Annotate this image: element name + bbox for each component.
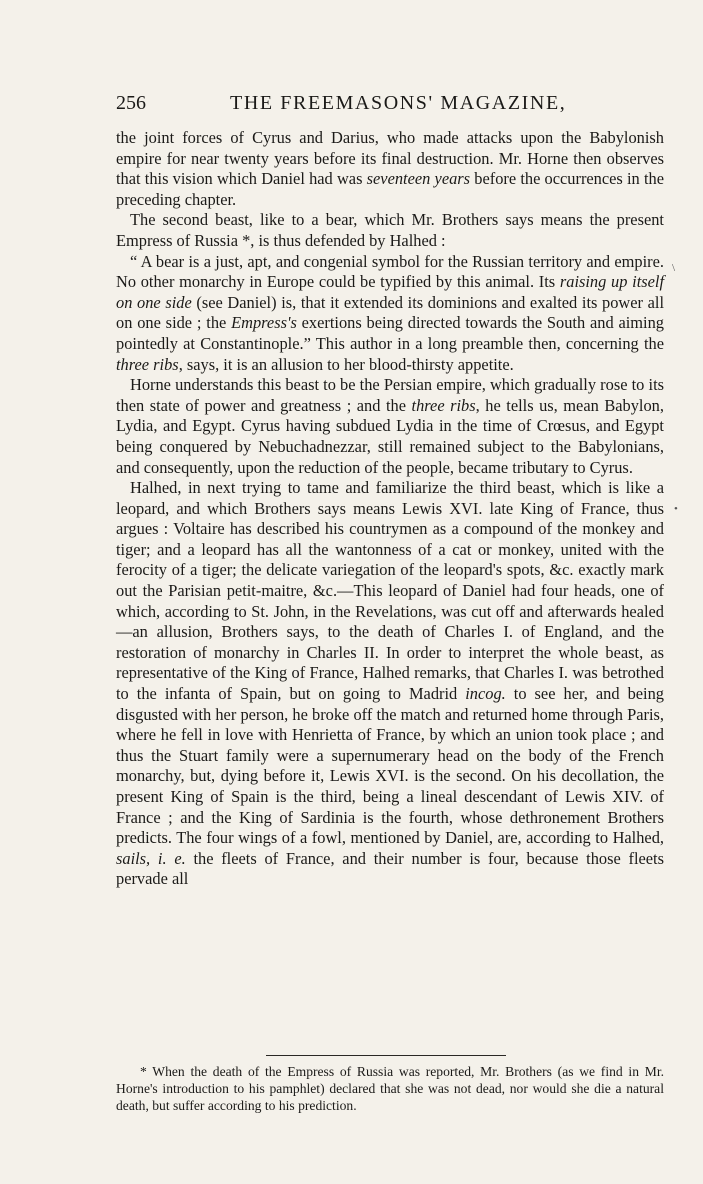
italic-text: incog. bbox=[465, 684, 506, 704]
italic-text: three ribs bbox=[411, 395, 476, 415]
footnote-text: * When the death of the Empress of Russia was reported, Mr. Brothers (as we find in Mr. Horne's introduction to his pamphlet) declared that she was not dead, nor would she die a natural death, but suffer according to his prediction. bbox=[116, 1064, 664, 1113]
paragraph bbox=[116, 252, 664, 376]
text-run: to see her, and being disgusted with her person, he broke off the match and returned home through Paris, where he fell in love with Henrietta of France, by which an union took place ; and thus the Stuart family were a supernumerary head on the body of the French monarchy, but, dying before it, Lewis XVI. is the second. On his decollation, the present King of Spain is the third, being a lineal descendant of Lewis XIV. of France ; and the King of Sardinia is the fourth, whose dethronement Brothers predicts. The four wings of a fowl, mentioned by Daniel, are, according to Halhed, bbox=[116, 684, 664, 848]
text-run: the fleets of France, and their number is four, because those fleets pervade all bbox=[116, 848, 664, 889]
italic-text: Empress's bbox=[231, 313, 297, 333]
text-run: “ A bear is a just, apt, and congenial symbol for the Russian territory and empire. No other monarchy in Europe could be typified by this animal. Its bbox=[116, 251, 664, 292]
text-run: The second beast, like to a bear, which Mr. Brothers says means the present Empress of Russia *, is thus defended by Halhed : bbox=[116, 210, 664, 250]
text-run: before the occurrences in the preceding chapter. bbox=[116, 169, 664, 209]
footnote-divider bbox=[266, 1055, 506, 1056]
text-run: Halhed, in next trying to tame and familiarize the third beast, which is like a leopard, and which Brothers says means Lewis XVI. late King of France, thus argues : Voltaire has described his countrymen as a compound of the monkey and tiger; and a leopard has all the wantonness of a cat or monkey, united with the ferocity of a tiger; the delicate variegation of the leopard's spots, &c. exactly mark out the Parisian petit-maitre, &c.—This leopard of Daniel had four heads, one of which, according to St. John, in the Revelations, was cut off and afterwards healed—an allusion, Brothers says, to the death of Charles I. of England, and the restoration of monarchy in Charles II. In order to interpret the whole beast, as representative of the King of France, Halhed remarks, that Charles I. was betrothed to the infanta of Spain, but on going to Madrid bbox=[116, 478, 664, 704]
paragraph bbox=[116, 210, 664, 251]
text-run: (see Daniel) is, that it extended its dominions and exalted its power all on one side ; the bbox=[116, 292, 665, 333]
page-header bbox=[116, 92, 656, 118]
running-title: THE FREEMASONS' MAGAZINE, bbox=[230, 92, 567, 114]
italic-text: raising up itself on one side bbox=[116, 272, 665, 312]
text-run: , says, it is an allusion to her blood-thirsty appetite. bbox=[178, 354, 514, 374]
italic-text: three ribs bbox=[116, 354, 179, 374]
margin-mark: • bbox=[674, 503, 678, 515]
body-text bbox=[116, 128, 664, 890]
text-run: the joint forces of Cyrus and Darius, who made attacks upon the Babylonish empire for near twenty years before its final destruction. Mr. Horne then observes that this vision which Daniel had was bbox=[116, 128, 664, 189]
italic-text: seventeen years bbox=[366, 169, 471, 189]
italic-text: sails, i. e. bbox=[116, 848, 186, 868]
paragraph bbox=[116, 478, 664, 890]
paragraph bbox=[116, 375, 664, 478]
text-run: Horne understands this beast to be the Persian empire, which gradually rose to its then state of power and greatness ; and the bbox=[116, 375, 664, 415]
paragraph bbox=[116, 128, 664, 210]
text-run: exertions being directed towards the South and aiming pointedly at Constantinople.” This author in a long preamble then, concerning the bbox=[116, 313, 664, 353]
footnote bbox=[116, 1063, 664, 1114]
page-number: 256 bbox=[116, 92, 146, 114]
margin-mark: \ bbox=[672, 262, 676, 274]
text-run: , he tells us, mean Babylon, Lydia, and Egypt. Cyrus having subdued Lydia in the time of Crœsus, and Egypt being conquered by Nebuchadnezzar, still remained subject to the Babylonians, and consequently, upon the reduction of the people, became tributary to Cyrus. bbox=[116, 395, 664, 477]
